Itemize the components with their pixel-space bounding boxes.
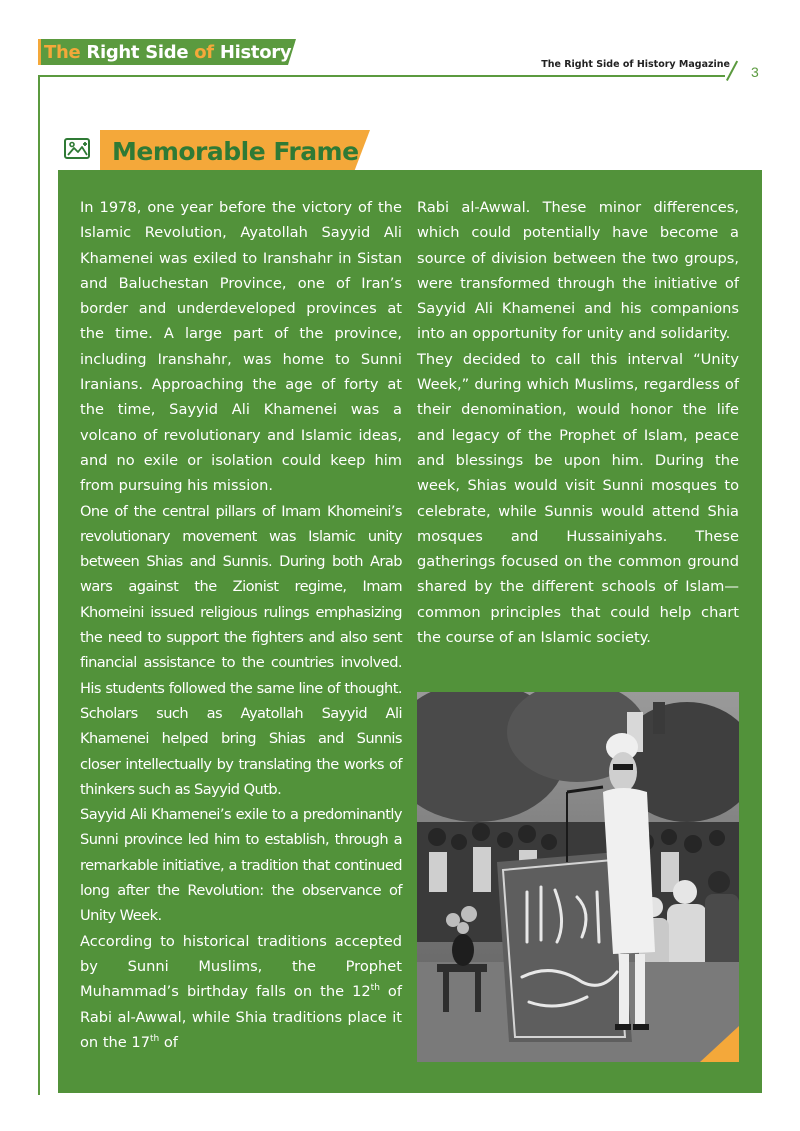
text-fragment: of Rabi al-Awwal, while Shia traditions place it on the 17: [80, 983, 402, 1051]
article-paragraph: In 1978, one year before the victory of the Islamic Revolution, Ayatollah Sayyid Ali Khamenei was exiled to Iranshahr in Sistan and Baluchestan Province, one of Iran’s border and underdeveloped provinces at the time. A large part of the province, including Iranshahr, was home to Sunni Iranians. Approaching the age of forty at the time, Sayyid Ali Khamenei was a volcano of revolutionary and Islamic ideas, and no exile or isolation could keep him from pursuing his mission.: [80, 199, 402, 495]
historical-photo: [417, 692, 739, 1062]
section-banner: [100, 130, 370, 172]
article-paragraph: Sayyid Ali Khamenei’s exile to a predominantly Sunni province led him to establish, through a remarkable initiative, a tradition that continued long after the Revolution: the observance of Unity Week.: [80, 806, 402, 925]
section-title: Memorable Frame: [112, 136, 359, 166]
text-fragment: of: [159, 1033, 178, 1051]
magazine-title: The Right Side of History Magazine: [541, 59, 730, 70]
left-margin-rule: [38, 75, 40, 1095]
article-paragraph: [80, 929, 402, 1055]
header-rule: [38, 75, 725, 77]
article-column-right: [417, 195, 739, 650]
brand-word-right-side: Right Side: [86, 41, 189, 63]
page-number: 3: [751, 64, 759, 80]
brand-word-of: of: [194, 41, 214, 63]
article-column-left: [80, 195, 402, 1055]
brand-logo: [38, 39, 296, 65]
text-fragment: According to historical traditions accepted by Sunni Muslims, the Prophet Muhammad’s birthday falls on the 12: [80, 932, 402, 1001]
article-paragraph: One of the central pillars of Imam Khomeini’s revolutionary movement was Islamic unity between Shias and Sunnis. During both Arab wars against the Zionist regime, Imam Khomeini issued religious rulings emphasizing the need to support the fighters and also sent financial assistance to the countries involved. His students followed the same line of thought. Scholars such as Ayatollah Sayyid Ali Khamenei helped bring Shias and Sunnis closer intellectually by translating the works of thinkers such as Sayyid Qutb.: [80, 502, 402, 798]
ordinal-suffix: th: [149, 1033, 160, 1044]
image-icon: [63, 136, 93, 162]
brand-word-the: The: [44, 41, 81, 63]
article-paragraph: Rabi al-Awwal. These minor differences, which could potentially have become a source of division between the two groups, were transformed through the initiative of Sayyid Ali Khamenei and his companions into an opportunity for unity and solidarity.: [417, 199, 739, 343]
brand-word-history: History: [219, 41, 292, 63]
ordinal-suffix: th: [370, 983, 380, 994]
article-paragraph: They decided to call this interval “Unity Week,” during which Muslims, regardless of their denomination, would honor the life and legacy of the Prophet of Islam, peace and blessings be upon him. During the week, Shias would visit Sunni mosques to celebrate, while Sunnis would attend Shia mosques and Hussainiyahs. These gatherings focused on the common ground shared by the different schools of Islam—common principles that could help chart the course of an Islamic society.: [417, 350, 739, 647]
photo-corner-accent: [700, 1026, 739, 1062]
